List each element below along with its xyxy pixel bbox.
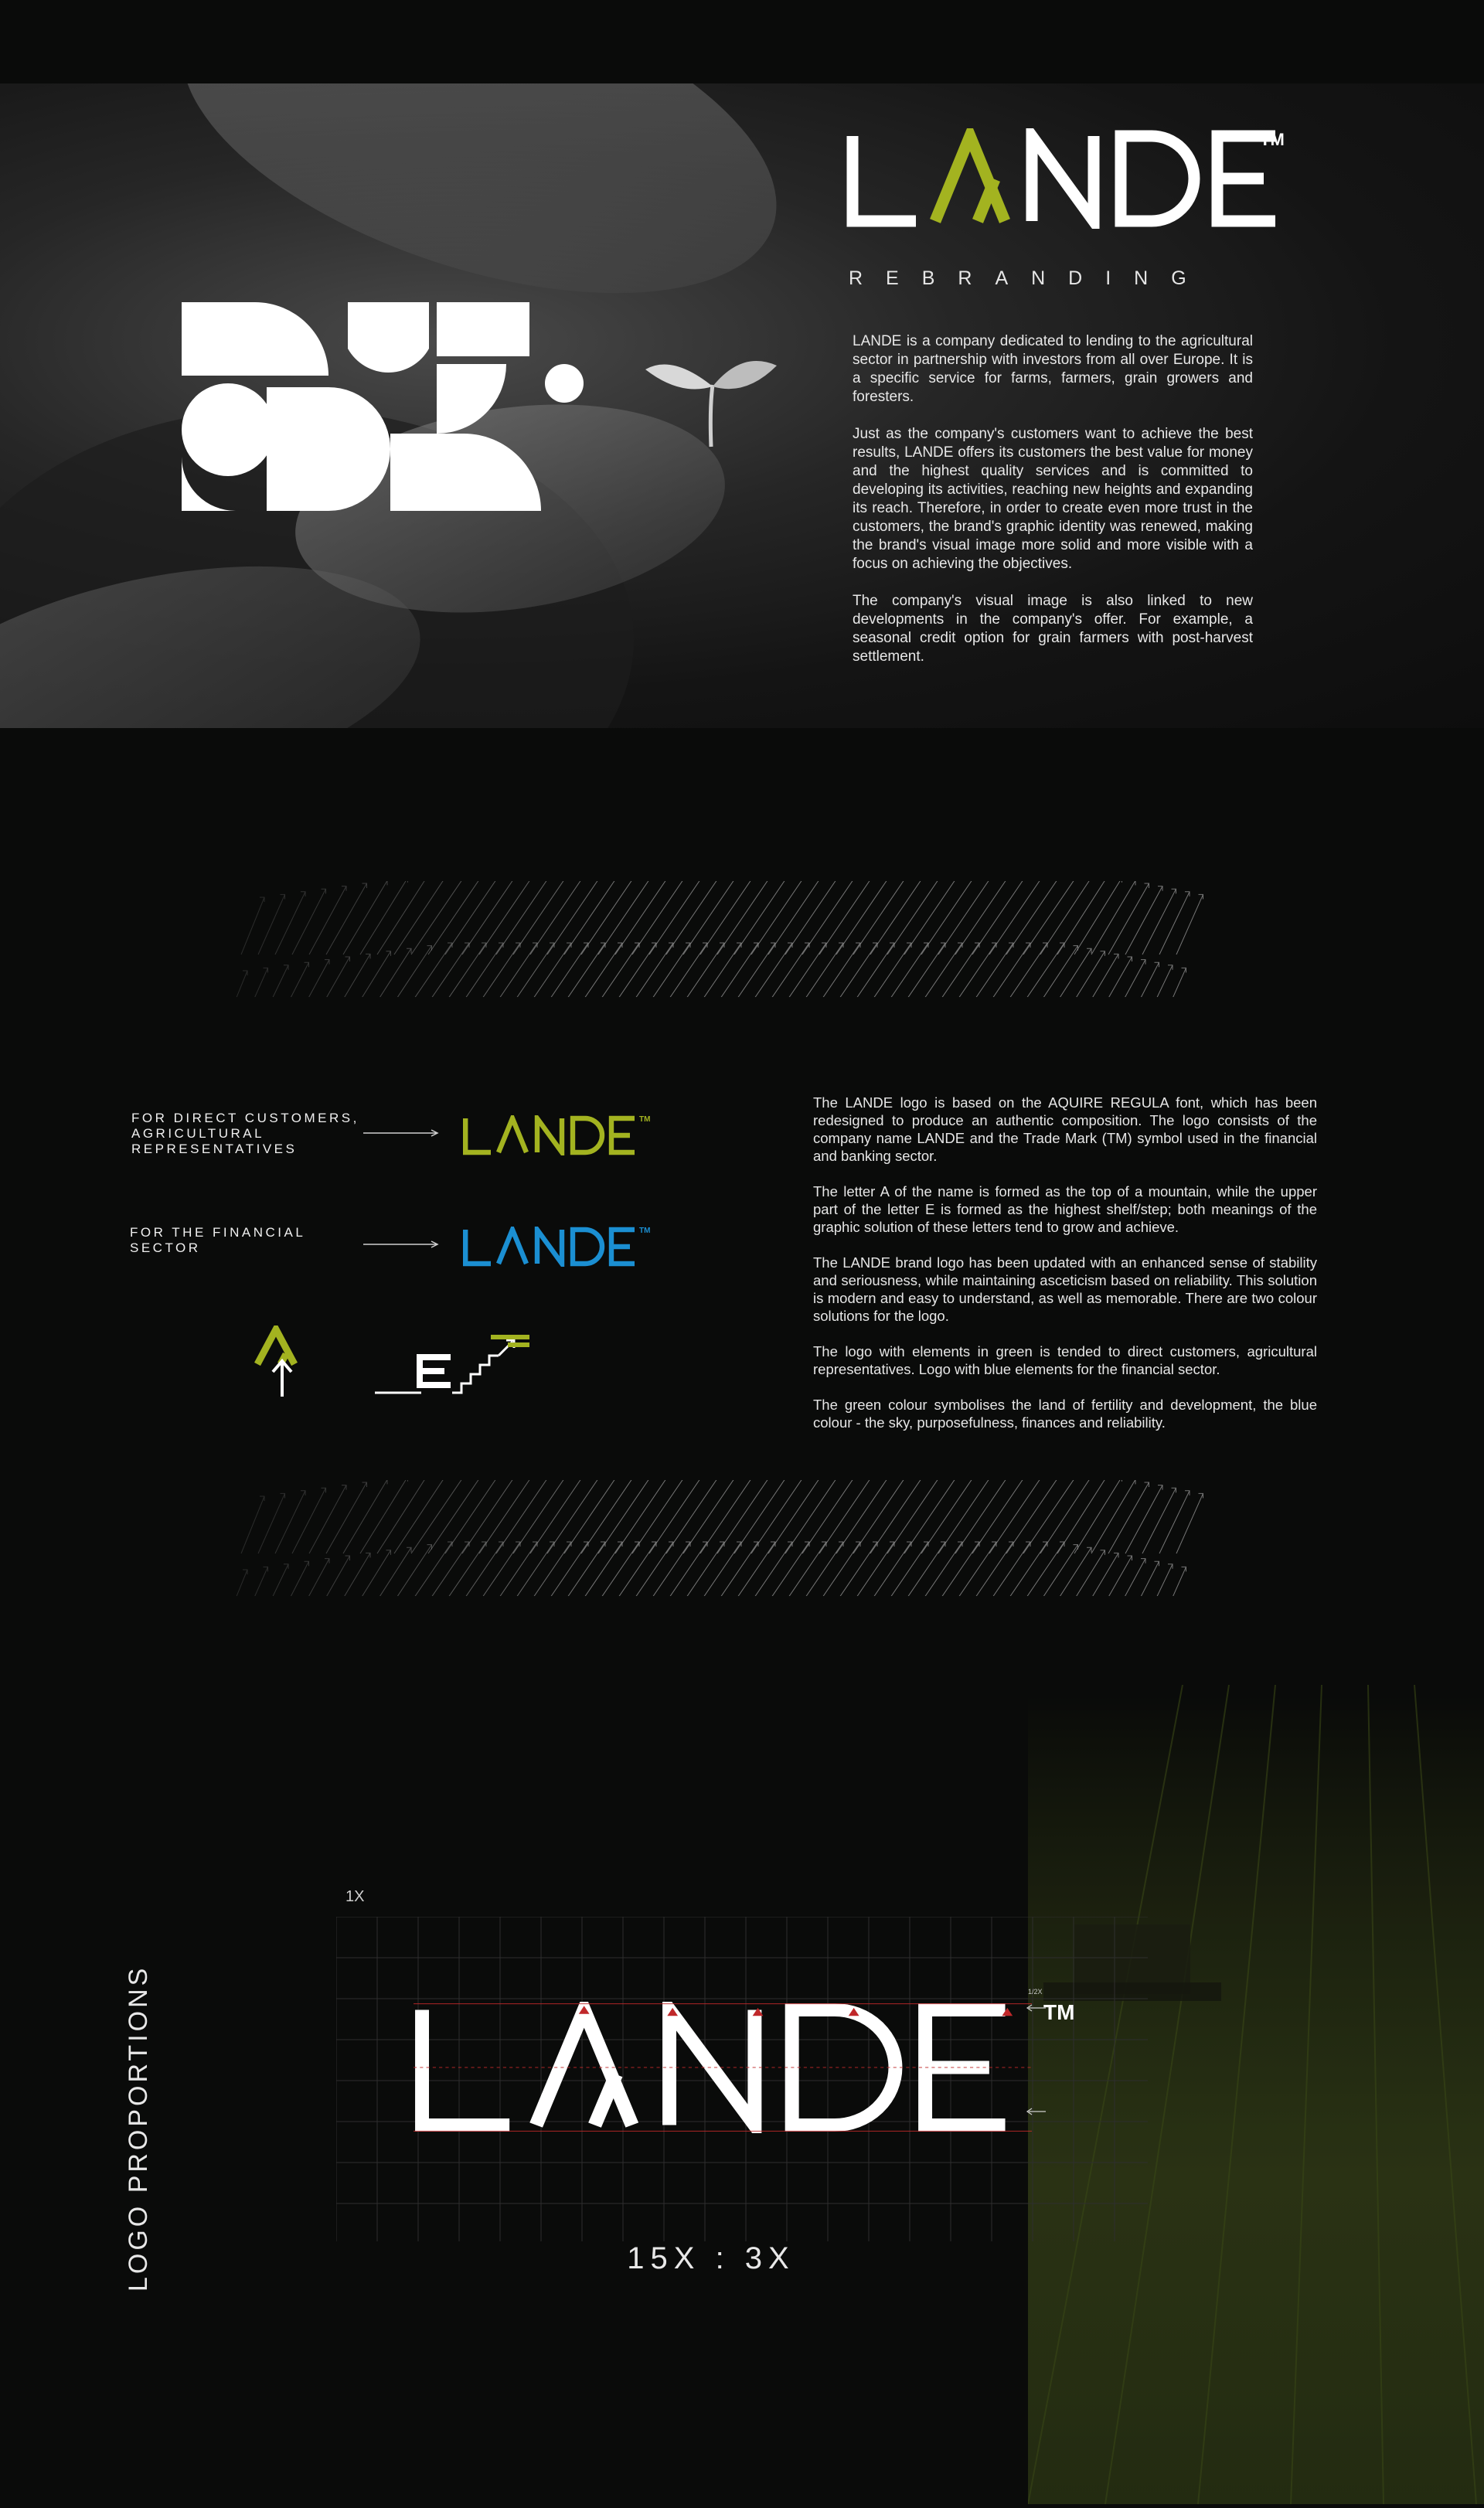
diagonal-arrow [326,954,370,997]
diagonal-arrow [292,1488,326,1553]
diagonal-arrow [768,943,826,997]
diagonal-arrow [241,1567,268,1596]
diagonal-arrow [241,897,264,955]
description-paragraph: The LANDE brand logo has been updated with an enhanced sense of stability and seriousness, while maintaining asceticism based on reliability. This solution is modern and easy to understand, as well as memorable. There are two colour solutions for the logo. [813,1254,1317,1324]
diagonal-arrow [462,1542,520,1596]
diagonal-arrow [785,1542,843,1596]
green-logo-trademark: TM [639,1115,651,1124]
grid-unit-label: 1X [345,1888,365,1905]
diagonal-arrow-pattern-bottom [224,1480,1244,1596]
diagonal-arrow [717,1542,775,1596]
diagonal-arrow [224,971,247,997]
diagonal-arrow [1142,1564,1173,1596]
diagonal-arrow [989,943,1047,997]
diagonal-arrow [343,1550,391,1596]
description-paragraph: The letter A of the name is formed as the top of a mountain, while the upper part of the letter E is formed as the highest shelf/step; both meanings of the graphic solution of these letters tend to grow and achieve. [813,1183,1317,1235]
diagonal-arrow [428,1480,486,1553]
diagonal-arrow [445,1542,503,1596]
diagonal-arrow [632,1542,690,1596]
diagonal-arrow [836,1542,894,1596]
ratio-text: 15X : 3X [627,2241,795,2275]
logo-proportions-title: LOGO PROPORTIONS [124,1965,153,2292]
diagonal-arrow [1125,962,1159,997]
diagonal-arrow [751,1542,809,1596]
diagonal-arrow [428,943,486,997]
diagonal-arrow [428,881,486,955]
diagonal-arrow [819,943,877,997]
diagonal-arrow [326,1482,367,1553]
diagonal-arrow [1159,892,1190,955]
diagonal-arrow [666,1542,724,1596]
diagonal-arrow [564,1542,622,1596]
diagonal-arrow [547,1542,605,1596]
diagonal-arrow [1142,1488,1176,1553]
diagonal-arrow [275,892,305,955]
diagonal-arrow [224,1570,247,1596]
diagonal-arrow [428,1542,486,1596]
diagonal-arrow [581,1542,639,1596]
diagonal-arrow [1023,946,1078,997]
diagonal-arrow [598,1542,656,1596]
diagonal-arrow [343,1480,387,1553]
proportion-ratio [0,2241,1484,2276]
diagonal-arrow [836,943,894,997]
description-paragraph: The LANDE logo is based on the AQUIRE REGULA font, which has been redesigned to produce an authentic composition. The logo consists of the company name LANDE and the Trade Mark (TM) symbol used in the financial and banking sector. [813,1094,1317,1164]
diagonal-arrow [1006,943,1064,997]
diagonal-arrow [598,943,656,997]
diagonal-arrow [615,1542,673,1596]
blue-logo-trademark: TM [639,1227,651,1235]
diagonal-arrow [241,968,268,997]
lande-proportion-logo [414,2002,1032,2133]
diagonal-arrow [394,1480,449,1553]
diagonal-arrow [377,881,428,955]
diagonal-arrow [955,1542,1013,1596]
diagonal-arrow [1159,1567,1186,1596]
diagonal-arrow [904,943,962,997]
diagonal-arrow [1006,1542,1064,1596]
diagonal-arrow [921,1542,979,1596]
diagonal-arrow [870,943,928,997]
stair-letter-e-icon [375,1329,529,1395]
diagonal-arrow [1142,889,1176,955]
diagonal-arrow [411,881,469,955]
diagonal-arrow [751,943,809,997]
diagonal-arrow [1125,1561,1159,1596]
diagonal-arrow [496,1542,554,1596]
diagonal-arrow [1040,948,1091,997]
diagonal-arrow [1159,1491,1190,1553]
measure-arrows-icon [1024,2002,1047,2118]
diagonal-arrow [547,943,605,997]
diagonal-arrow [309,886,346,955]
hero-paragraph: LANDE is a company dedicated to lending to the agricultural sector in partnership with investors from all over Europe. It is a specific service for farms, farmers, grain growers and foresters. [853,333,1253,405]
diagonal-arrow [479,1542,537,1596]
diagonal-arrow [360,948,411,997]
diagonal-arrow [258,1564,288,1596]
diagonal-arrow [768,1542,826,1596]
lande-hero-logo [846,128,1295,229]
diagonal-arrow [887,943,945,997]
diagonal-arrow [445,943,503,997]
diagonal-arrow [292,889,326,955]
diagonal-arrow [1142,965,1173,997]
hero-paragraph: The company's visual image is also linked to new developments in the company's offer. For example, a seasonal credit option for grain farmers with post-harvest settlement. [853,593,1253,665]
lande-green-logo [456,1115,649,1155]
diagonal-arrow [241,1496,264,1553]
diagonal-arrow [411,1542,469,1596]
diagonal-arrow [292,1559,329,1596]
diagonal-arrow [1040,1547,1091,1596]
diagonal-arrow [802,943,860,997]
diagonal-arrow [904,1542,962,1596]
diagonal-arrow [1125,886,1162,955]
diagonal-arrow [581,943,639,997]
diagonal-arrow [326,1553,370,1596]
hero-paragraph: Just as the company's customers want to achieve the best results, LANDE offers its customers the best value for money and the highest quality services and is committed to developing its activities, reaching new heights and expanding its reach. Therefore, in order to create even more trust in the customers, the brand's graphic identity was renewed, making the brand's visual image more solid and more visible with a focus on achieving the objectives. [853,426,1253,572]
diagonal-arrow [1176,894,1203,955]
diagonal-arrow [530,943,588,997]
diagonal-arrow [275,1561,309,1596]
arrow-right-icon [363,1240,441,1249]
diagonal-arrow [275,1491,305,1553]
green-logo-caption: FOR DIRECT CUSTOMERS, AGRICULTURAL REPRESENTATIVES [131,1111,359,1156]
arrow-right-icon [363,1128,441,1138]
diagonal-arrow [819,1542,877,1596]
diagonal-arrow [666,943,724,997]
diagonal-arrow [785,943,843,997]
diagonal-arrow [921,943,979,997]
diagonal-arrow [309,1485,346,1553]
diagonal-arrow [530,1542,588,1596]
blue-logo-caption: FOR THE FINANCIAL SECTOR [130,1225,306,1255]
diagonal-arrow [1108,883,1149,955]
diagonal-arrow [1023,1545,1078,1596]
diagonal-arrow [938,1542,996,1596]
diagonal-arrow [275,962,309,997]
diagonal-arrow [649,943,707,997]
diagonal-arrow [972,943,1030,997]
diagonal-arrow [802,1542,860,1596]
diagonal-arrow [887,1542,945,1596]
diagonal-arrow [326,883,367,955]
diagonal-arrow [1176,1493,1203,1553]
mountain-letter-a-icon [251,1325,313,1399]
diagonal-arrow [700,1542,758,1596]
diagonal-arrow [615,943,673,997]
diagonal-arrow [734,1542,792,1596]
diagonal-arrow [258,965,288,997]
diagonal-arrow-pattern-top [224,881,1244,997]
description-paragraph: The green colour symbolises the land of fertility and development, the blue colour - the sky, purposefulness, finances and reliability. [813,1397,1317,1431]
diagonal-arrow [292,960,329,997]
lande-blue-logo [456,1227,649,1267]
rebranding-subtitle: REBRANDING [849,267,1210,289]
diagonal-arrow [1125,1485,1162,1553]
half-unit-label: 1/2X [1028,1988,1043,1996]
hero-description [853,332,1253,685]
diagonal-arrow [972,1542,1030,1596]
hero-section [0,83,1484,728]
diagonal-arrow [462,943,520,997]
diagonal-arrow [1159,968,1186,997]
diagonal-arrow [955,943,1013,997]
diagonal-arrow [377,1480,428,1553]
diagonal-arrow [700,943,758,997]
diagonal-arrow [717,943,775,997]
geometric-brand-art [182,302,591,511]
proportion-trademark: TM [1043,2000,1075,2024]
diagonal-arrow [870,1542,928,1596]
diagonal-arrow [734,943,792,997]
diagonal-arrow [989,1542,1047,1596]
logo-description [813,1094,1317,1449]
diagonal-arrow [853,943,911,997]
sprout-icon [642,339,781,454]
diagonal-arrow [513,1542,571,1596]
diagonal-arrow [343,951,391,997]
diagonal-arrow [479,943,537,997]
diagonal-arrow [683,1542,741,1596]
diagonal-arrow [632,943,690,997]
diagonal-arrow [411,943,469,997]
hero-trademark: TM [1260,130,1285,149]
diagonal-arrow [683,943,741,997]
diagonal-arrow [853,1542,911,1596]
diagonal-arrow [394,881,449,955]
description-paragraph: The logo with elements in green is tended to direct customers, agricultural representatives. Logo with blue elements for the financial sector. [813,1343,1317,1377]
diagonal-arrow [343,881,387,955]
diagonal-arrow [564,943,622,997]
diagonal-arrow [649,1542,707,1596]
diagonal-arrow [496,943,554,997]
diagonal-arrow [1108,1482,1149,1553]
diagonal-arrow [360,1547,411,1596]
diagonal-arrow [938,943,996,997]
diagonal-arrow [513,943,571,997]
diagonal-arrow [411,1480,469,1553]
